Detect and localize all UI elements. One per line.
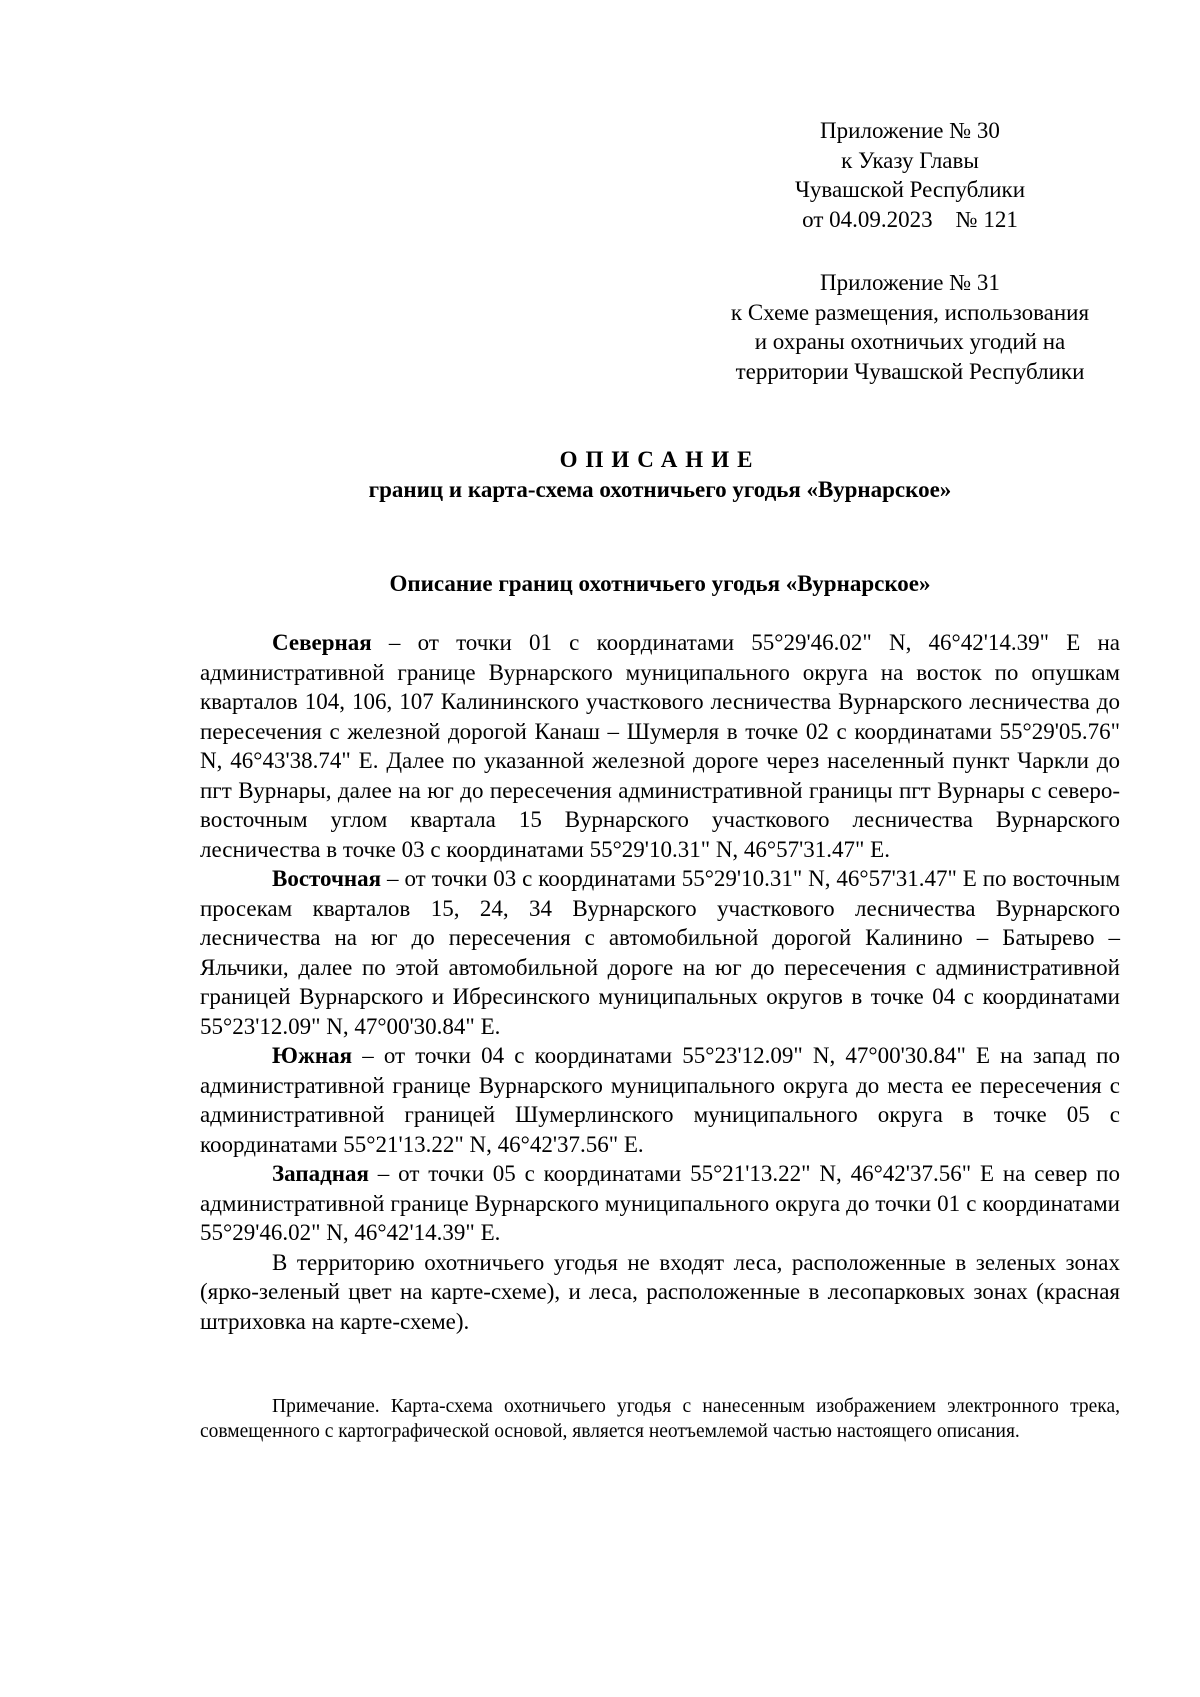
note-text: Примечание. Карта-схема охотничьего угодья с нанесенным изображением электронного трека, совмещенного с картографической основой, является неотъемлемой частью настоящего описания. [200,1396,1120,1442]
note [200,1394,1120,1444]
appendix-31-territory: территории Чувашской Республики [735,358,1085,384]
appendix-30-number: Приложение № 30 [820,118,1000,143]
boundary-east-text: – от точки 03 с координатами 55°29'10.31" N, 46°57'31.47" E по восточным просекам кварталов 15, 24, 34 Вурнарского участкового лесничества Вурнарского лесничества на юг до пересечения с автомобильной дорогой Калинино – Батырево – Яльчики, далее по этой автомобильной дороге на юг до пересечения с административной границей Вурнарского и Ибресинского муниципальных округов в точке 04 с координатами 55°23'12.09" N, 47°00'30.84" E. [200,866,1120,1039]
boundary-north-label: Северная [272,630,372,655]
boundary-south-paragraph [200,1041,1120,1159]
document-title [200,445,1120,504]
appendix-30-date: от 04.09.2023 № 121 [802,206,1018,232]
appendix-31-number: Приложение № 31 [820,270,1000,295]
appendix-31-protection: и охраны охотничьих угодий на [754,329,1066,354]
appendix-30-decree: к Указу Главы [841,147,979,173]
appendix-30-republic: Чувашской Республики [794,177,1026,202]
boundary-east-label: Восточная [272,866,382,891]
section-heading: Описание границ охотничьего угодья «Вурнарское» [389,571,931,596]
boundary-north-paragraph [200,628,1120,864]
appendix-30-header [740,116,1080,234]
boundary-description [200,628,1120,1336]
boundary-north-text: – от точки 01 с координатами 55°29'46.02" N, 46°42'14.39" E на административной границе Вурнарского муниципального округа на восток по опушкам кварталов 104, 106, 107 Калининского участкового лесничества Вурнарского лесничества до пересечения с железной дорогой Канаш – Шумерля в точке 02 с координатами 55°29'05.76" N, 46°43'38.74" E. Далее по указанной железной дороге через населенный пункт Чаркли до пгт Вурнары, далее на юг до пересечения административной границы пгт Вурнары с северо-восточным углом квартала 15 Вурнарского участкового лесничества Вурнарского лесничества в точке 03 с координатами 55°29'10.31" N, 46°57'31.47" E. [200,630,1120,862]
document-title-subtitle: границ и карта-схема охотничьего угодья «Вурнарское» [368,476,952,502]
boundary-south-text: – от точки 04 с координатами 55°23'12.09" N, 47°00'30.84" E на запад по административной границе Вурнарского муниципального округа до места ее пересечения с административной границей Шумерлинского муниципального округа в точке 05 с координатами 55°21'13.22" N, 46°42'37.56" E. [200,1043,1120,1157]
appendix-31-header [675,268,1145,386]
boundary-south-label: Южная [272,1043,353,1068]
boundary-west-paragraph [200,1159,1120,1248]
document-title-main: ОПИСАНИЕ [559,447,761,472]
boundary-west-text: – от точки 05 с координатами 55°21'13.22" N, 46°42'37.56" E на север по административной границе Вурнарского муниципального округа до точки 01 с координатами 55°29'46.02" N, 46°42'14.39" E. [200,1161,1120,1245]
appendix-31-scheme: к Схеме размещения, использования [730,299,1090,325]
exclusion-paragraph: В территорию охотничьего угодья не входят леса, расположенные в зеленых зонах (ярко-зеленый цвет на карте-схеме), и леса, расположенные в лесопарковых зонах (красная штриховка на карте-схеме). [200,1249,1120,1334]
boundary-west-label: Западная [272,1161,369,1186]
boundary-east-paragraph [200,864,1120,1041]
